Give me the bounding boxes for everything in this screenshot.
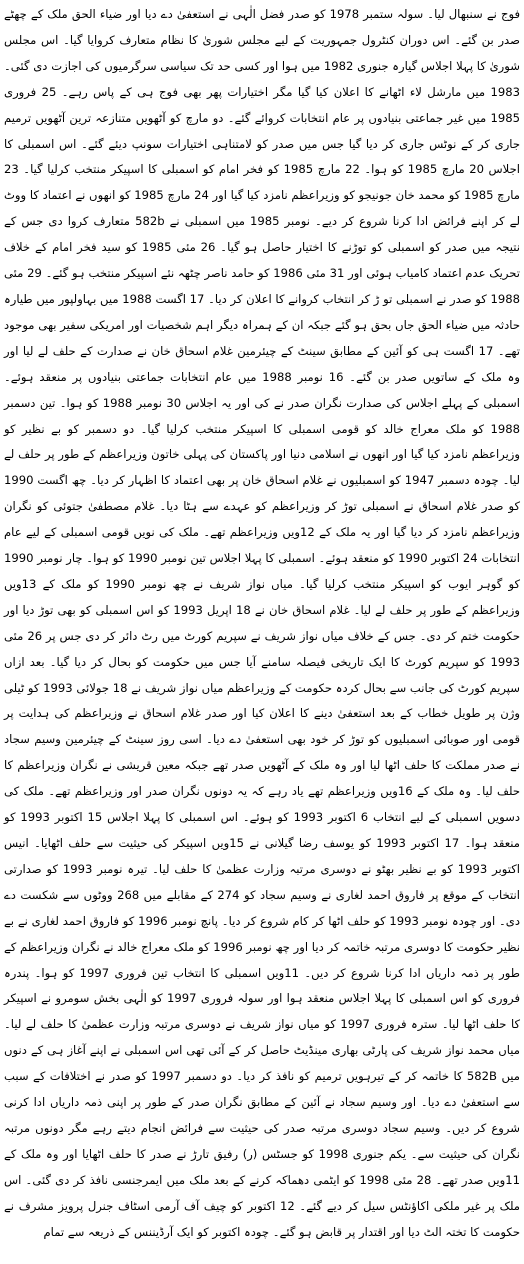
article-body-text: فوج نے سنبھال لیا۔ سولہ ستمبر 1978 کو صدر فضل الٰہی نے استعفیٰ دے دیا اور ضیاء الحق ملک کے چھٹے صدر بن گئے۔ اس دوران کنٹرول جمہوریت کے لیے مجلس شوریٰ کا نظام متعارف کروایا گیا۔ اس مجلس شوریٰ کا پہلا اجلاس گیارہ جنوری 1982 میں ہوا اور کسی حد تک سیاسی سرگرمیوں کی اجازت دی گئی۔ 1983 میں مارشل لاء اٹھانے کا اعلان کیا گیا مگر اختیارات پھر بھی فوج ہی کے پاس رہے۔ 25 فروری 1985 میں غیر جماعتی بنیادوں پر عام انتخابات کروائے گئے۔ دو مارچ کو آٹھویں متنازعہ ترین آٹھویں ترمیم جاری کر کے نوٹس جاری کر دیا گیا جس میں صدر کو لامتناہی اختیارات سونپ دیئے گئے۔ اس اسمبلی کا اجلاس 20 مارچ 1985 کو ہوا۔ 22 مارچ 1985 کو فخر امام کو اسمبلی کا اسپیکر منتخب کرلیا گیا۔ 23 مارچ 1985 کو محمد خان جونیجو کو وزیراعظم نامزد کیا گیا اور 24 مارچ 1985 کو انھوں نے اعتماد کا ووٹ لے کر اپنے فرائض ادا کرنا شروع کر دیے۔ نومبر 1985 میں اسمبلی نے 582b متعارف کروا دی جس کے نتیجہ میں صدر کو اسمبلی کو توڑنے کا اختیار حاصل ہو گیا۔ 26 مئی 1985 کو سید فخر امام کے خلاف تحریک عدم اعتماد کامیاب ہوئی اور 31 مئی 1986 کو حامد ناصر چٹھہ نئے اسپیکر منتخب ہو گئے۔ 29 مئی 1988 کو صدر نے اسمبلی تو ڑ کر انتخاب کروانے کا اعلان کر دیا۔ 17 اگست 1988 میں بہاولپور میں طیارہ حادثہ میں ضیاء الحق جاں بحق ہو گئے جبکہ ان کے ہمراہ دیگر اہم شخصیات اور امریکی سفیر بھی موجود تھے۔ 17 اگست ہی کو آئین کے مطابق سینٹ کے چیئرمین غلام اسحاق خان نے صدارت کے حلف لے لیا اور وہ ملک کے ساتویں صدر بن گئے۔ 16 نومبر 1988 میں عام انتخابات جماعتی بنیادوں پر منعقد ہوئے۔ اسمبلی کے پہلے اجلاس کی صدارت نگران صدر نے کی اور یہ اجلاس 30 نومبر 1988 کو ہوا۔ تین دسمبر 1988 کو ملک معراج خالد کو قومی اسمبلی کا اسپیکر منتخب کرلیا گیا۔ دو دسمبر کو بے نظیر کو وزیراعظم نامزد کیا گیا اور انھوں نے اسلامی دنیا اور پاکستان کی پہلی خاتون وزیراعظم کے طور پر حلف لے لیا۔ چودہ دسمبر 1947 کو اسمبلیوں نے غلام اسحاق خان پر بھی اعتماد کا اظہار کر دیا۔ چھ اگست 1990 کو صدر غلام اسحاق نے اسمبلی توڑ کر وزیراعظم کو عہدے سے ہٹا دیا۔ غلام مصطفیٰ جتوئی کو نگران وزیراعظم نامزد کر دیا گیا اور یہ ملک کے 12ویں وزیراعظم تھے۔ ملک کی نویں قومی اسمبلی کے لیے عام انتخابات 24 اکتوبر 1990 کو منعقد ہوئے۔ اسمبلی کا پہلا اجلاس تین نومبر 1990 کو ہوا۔ چار نومبر 1990 کو گوہر ایوب کو اسپیکر منتخب کرلیا گیا۔ میاں نواز شریف نے چھ نومبر 1990 کو ملک کے 13ویں وزیراعظم کے طور پر حلف لے لیا۔ غلام اسحاق خان نے 18 اپریل 1993 کو اس اسمبلی کو بھی توڑ دیا اور حکومت ختم کر دی۔ جس کے خلاف میاں نواز شریف نے سپریم کورٹ میں رٹ دائر کر دی جس پر 26 مئی 1993 کو سپریم کورٹ کا ایک تاریخی فیصلہ سامنے آیا جس میں حکومت کو بحال کر دیا گیا۔ بعد ازاں سپریم کورٹ کی جانب سے بحال کردہ حکومت کے وزیراعظم میاں نواز شریف نے 18 جولائی 1993 کو ٹیلی وژن پر طویل خطاب کے بعد استعفیٰ دینے کا اعلان کیا اور صدر غلام اسحاق نے وزیراعظم کی ہدایت پر قومی اور صوبائی اسمبلیوں کو توڑ کر خود بھی استعفیٰ دے دیا۔ اسی روز سینٹ کے چیئرمین وسیم سجاد نے صدر مملکت کا حلف اٹھا لیا اور وہ ملک کے آٹھویں صدر تھے جبکہ معین قریشی نے نگران وزیراعظم کا حلف لیا۔ وہ ملک کے 16ویں وزیراعظم تھے یاد رہے کہ یہ دونوں نگران صدر اور وزیراعظم تھے۔ ملک کی دسویں اسمبلی کے لیے انتخاب 6 اکتوبر 1993 کو ہوئے۔ اس اسمبلی کا پہلا اجلاس 15 اکتوبر 1993 کو منعقد ہوا۔ 17 اکتوبر 1993 کو یوسف رضا گیلانی نے 15ویں اسپیکر کی حیثیت سے حلف اٹھایا۔ انیس اکتوبر 1993 کو بے نظیر بھٹو نے دوسری مرتبہ وزارت عظمیٰ کا حلف لیا۔ تیرہ نومبر 1993 کو صدارتی انتخاب کے موقع پر فاروق احمد لغاری نے وسیم سجاد کو 274 کے مقابلے میں 268 ووٹوں سے شکست دے دی۔ اور چودہ نومبر 1993 کو حلف اٹھا کر کام شروع کر دیا۔ پانچ نومبر 1996 کو فاروق احمد لغاری نے بے نظیر حکومت کا دوسری مرتبہ خاتمہ کر دیا اور چھ نومبر 1996 کو ملک معراج خالد نے نگران وزیراعظم کے طور پر ذمہ داریاں ادا کرنا شروع کر دیں۔ 11ویں اسمبلی کا انتخاب تین فروری 1997 کو ہوا۔ پندرہ فروری کو اس اسمبلی کا پہلا اجلاس منعقد ہوا اور سولہ فروری 1997 کو الٰہی بخش سومرو نے اسپیکر کا حلف اٹھا لیا۔ سترہ فروری 1997 کو میاں نواز شریف نے دوسری مرتبہ وزارت عظمیٰ کا حلف لے لیا۔ میاں محمد نواز شریف کی پارٹی بھاری مینڈیٹ حاصل کر کے آئی تھی اس اسمبلی نے اپنے آغاز ہی کے دنوں میں 582B کا خاتمہ کر کے تیرہویں ترمیم کو نافذ کر دیا۔ دو دسمبر 1997 کو صدر نے اختلافات کے سبب سے استعفیٰ دے دیا۔ اور وسیم سجاد نے آئین کے مطابق نگران صدر کے طور پر اپنی ذمہ داریاں ادا کرنی شروع کر دیں۔ وسیم سجاد دوسری مرتبہ صدر کی حیثیت سے فرائض انجام دیتے رہے مگر دونوں مرتبہ نگران کی حیثیت سے۔ یکم جنوری 1998 کو جسٹس (ر) رفیق تارڑ نے صدر کا حلف اٹھایا اور وہ ملک کے 11ویں صدر تھے۔ 28 مئی 1998 کو ایٹمی دھماکہ کرنے کے بعد ملک میں ایمرجنسی نافذ کر دی گئی۔ اس ملک پر غیر ملکی اکاؤنٹس سیل کر دیے گئے۔ 12 اکتوبر کو چیف آف آرمی اسٹاف جنرل پرویز مشرف نے حکومت کا تختہ الٹ دیا اور اقتدار پر قابض ہو گئے۔ چودہ اکتوبر کو ایک آرڈیننس کے ذریعہ سے تمام xyxy=(4,7,521,1239)
